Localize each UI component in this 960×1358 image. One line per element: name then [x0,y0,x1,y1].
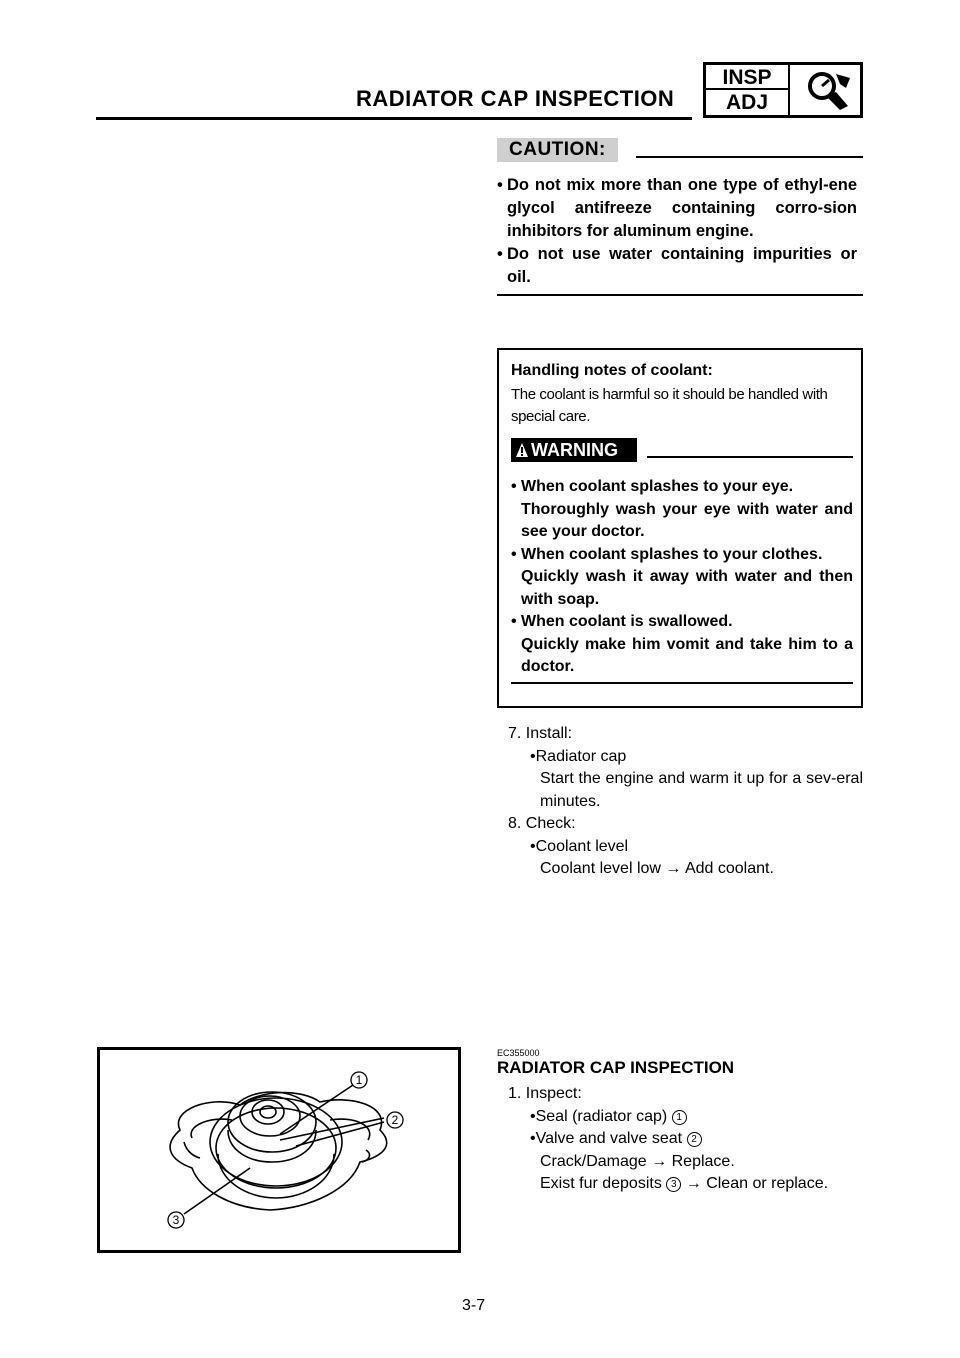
warning-label-text: WARNING [531,440,618,460]
section-code: EC355000 [497,1048,540,1058]
callout-number: 1 [672,1110,687,1125]
warning-item: • When coolant is swallowed. [511,613,733,630]
callout-number: 2 [687,1132,702,1147]
caution-rule [636,156,863,158]
warning-label [511,438,637,462]
radiator-cap-illustration [100,1050,458,1250]
caution-label: CAUTION: [497,138,618,162]
warning-triangle-icon [515,442,529,458]
inspect-item: •Seal (radiator cap) 1 [508,1106,863,1129]
step-8-text: Coolant level low → Add coolant. [540,860,774,877]
page-number: 3-7 [462,1297,486,1314]
warning-item: • When coolant splashes to your clothes. [511,545,823,563]
inspect-result: Exist fur deposits 3 → Clean or replace. [540,1175,829,1192]
header-rule [96,117,692,120]
warning-item-detail: Thoroughly wash your eye with water and see your doctor. [521,500,853,540]
warning-rule [647,456,853,458]
section-tag [703,62,863,118]
wrench-gauge-icon [796,68,858,114]
warning-item-detail: Quickly wash it away with water and then with soap. [521,568,853,608]
tag-adj: ADJ [706,90,790,115]
install-check-steps [508,723,863,881]
arrow-icon: → [685,1175,702,1192]
warning-end-rule [511,682,853,684]
caution-body [497,174,857,289]
page-header-title: RADIATOR CAP INSPECTION [356,86,675,111]
warning-item-detail: Quickly make him vomit and take him to a doctor. [521,635,853,675]
handling-text: The coolant is harmful so it should be handled with special care. [511,386,828,425]
arrow-icon: → [651,1152,668,1170]
step-8: 8. Check: [508,815,576,832]
step-1: 1. Inspect: [508,1085,582,1102]
step-7-item: •Radiator cap [530,747,627,765]
caution-item: • Do not mix more than one type of ethyl-ene glycol antifreeze containing corro-sion inhibitors for aluminum engine. [497,176,857,240]
step-7-text: Start the engine and warm it up for a sev-eral minutes. [540,770,863,810]
callout-number: 3 [666,1177,681,1192]
arrow-icon: → [665,860,682,877]
caution-item: • Do not use water containing impurities or oil. [497,245,857,286]
section-title: RADIATOR CAP INSPECTION [497,1058,735,1077]
handling-title: Handling notes of coolant: [511,362,713,379]
figure-callout-2: 2 [391,1113,399,1127]
warning-item: • When coolant splashes to your eye. [511,478,794,495]
radiator-cap-figure [97,1047,461,1253]
tag-insp: INSP [706,65,790,90]
caution-end-rule [497,294,863,296]
step-8-item: •Coolant level [530,837,629,855]
warning-body [511,476,853,679]
inspect-steps [508,1083,863,1196]
figure-callout-1: 1 [355,1073,363,1087]
handling-notes-box [497,348,863,708]
inspect-item: •Valve and valve seat 2 [508,1128,863,1151]
figure-callout-3: 3 [172,1213,180,1227]
step-7: 7. Install: [508,725,573,742]
inspect-result: Crack/Damage → Replace. [540,1152,735,1170]
